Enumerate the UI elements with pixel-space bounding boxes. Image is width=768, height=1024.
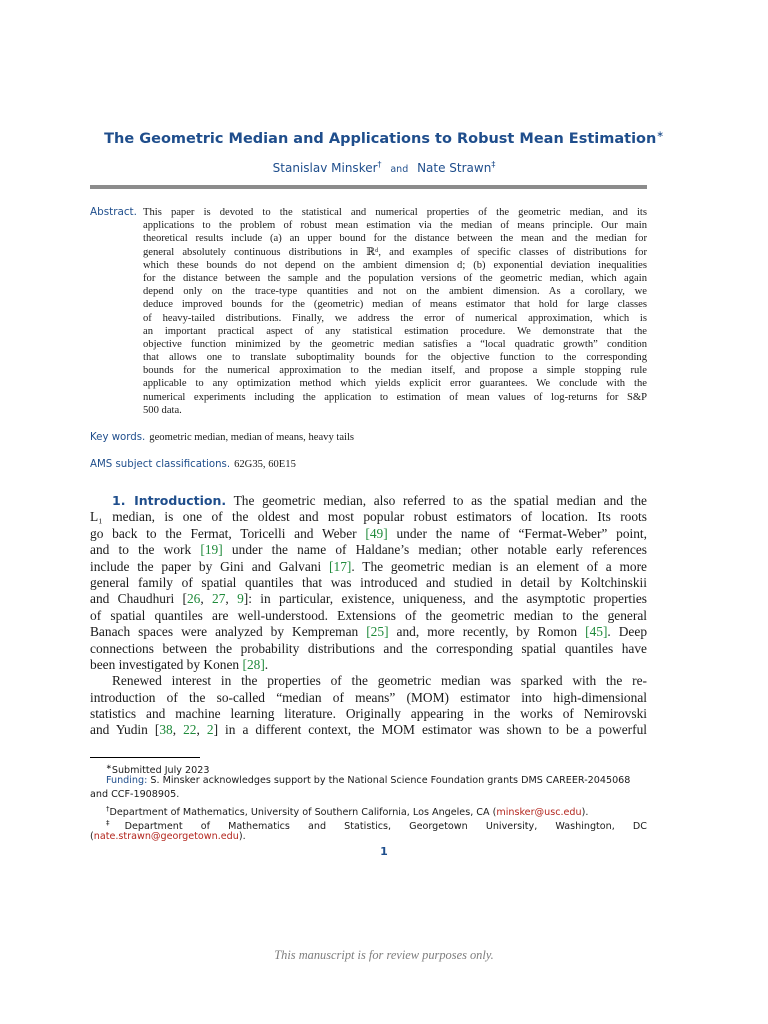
body-line: include the paper by Gini and Galvani [17]. The geometric median is an element of a more [90,558,647,574]
ams-label: AMS subject classifications. [90,459,231,470]
citation-link[interactable]: 2 [206,722,214,738]
body-line: and Chaudhuri [26, 27, 9]: in particular, existence, uniqueness, and the asymptotic properties [90,591,648,607]
abstract-line: depend only on the trace-type quantities and not on the ambient dimension. As a corollary, we [143,286,647,298]
body-line: and Yudin [38, 22, 2] in a different context, the MOM estimator was shown to be a powerful [90,722,647,738]
author-line [0,160,768,175]
body-line: 1. Introduction. The geometric median, also referred to as the spatial median and the [112,493,647,508]
body-line: been investigated by Konen [28]. [90,656,269,672]
footnote-affiliation-strawn: ‡Department of Mathematics and Statistics, Georgetown University, Washington, DC [106,819,648,833]
author-strawn: Nate Strawn [417,161,492,175]
citation-link[interactable]: [28] [242,656,265,672]
keywords-text: geometric median, median of means, heavy tails [149,432,355,443]
author-strawn-mark: ‡ [491,160,496,169]
abstract-line: which these bounds do not depend on the ambient dimension d; (b) exponential deviation inequalities [143,259,647,271]
footnote-affiliation-strawn-cont: (nate.strawn@georgetown.edu). [90,831,246,842]
author-minsker: Stanislav Minsker [272,161,378,175]
funding-label: Funding: [106,775,148,786]
footnote-funding: Funding: S. Minsker acknowledges support by the National Science Foundation grants DMS CAREER-2045068 [106,775,631,786]
body-line: general family of spatial quantiles that was introduced and studied in detail by Koltchinskii [90,574,647,590]
abstract-line: an important practical aspect of any statistical estimation procedure. We demonstrate that the [143,325,647,337]
body-line: go back to the Fermat, Toricelli and Weber [49] under the name of “Fermat-Weber” point, [90,525,647,541]
body-line: and to the work [19] under the name of Haldane’s median; other notable early references [90,542,648,558]
section-heading: 1. Introduction. [112,493,227,508]
citation-link[interactable]: 27 [212,591,226,607]
email-link[interactable]: nate.strawn@georgetown.edu [93,831,239,842]
footnote-affiliation-minsker: †Department of Mathematics, University of Southern California, Los Angeles, CA (minsker@usc.edu). [106,805,589,819]
introduction-section [90,493,647,739]
abstract-line: of heavy-tailed distributions. Finally, we address the error of numerical approximation, which is [143,312,647,324]
abstract-line: applicable to any optimization method which yields explicit error guarantees. We conclude with the [143,378,647,390]
abstract-line: This paper is devoted to the statistical and numerical properties of the geometric median, and its [143,207,647,218]
abstract-line: theoretical results include (a) an upper bound for the distance between the mean and the median for [143,233,647,245]
paper-title: The Geometric Median and Applications to Robust Mean Estimation∗ [104,130,664,147]
abstract-line: applications to the problem of robust mean estimation via the median of means principle. Our main [143,220,647,232]
footnotes [90,760,647,844]
footnote-divider [90,757,200,758]
citation-link[interactable]: 22 [183,722,197,738]
author-and: and [390,164,409,175]
body-line: L₁ median, is one of the oldest and most popular robust estimators of location. Its roots [90,509,647,525]
ams-classifications [90,459,296,470]
body-line: of spatial quantiles are well-understood. Extensions of the geometric median to the general [90,607,647,623]
body-line: Renewed interest in the properties of the geometric median was sparked with the re- [112,673,647,689]
abstract-line: that allows one to translate suboptimality bounds for the objective function to the corresponding [143,352,647,364]
keywords [90,432,354,443]
abstract-line: bounds for the numerical approximation to the median itself, and propose a simple stopping rule [143,365,647,377]
abstract-line: general absolutely continuous distributions in ℝᵈ, and examples of specific classes of distributions for [143,246,647,258]
citation-link[interactable]: [49] [365,525,388,541]
body-line: connections between the probability distributions and the corresponding spatial quantiles have [90,640,647,656]
citation-link[interactable]: [17] [329,558,352,574]
body-line: Banach spaces were analyzed by Kempreman [25] and, more recently, by Romon [45]. Deep [90,624,648,640]
citation-link[interactable]: 38 [159,722,173,738]
citation-link[interactable]: 9 [237,591,244,607]
title-footnote-mark: ∗ [656,130,664,140]
abstract [90,206,647,417]
abstract-line: objective function minimized by the geometric median satisfies a “local quadratic growth” condition [143,338,647,350]
body-line: statistics and machine learning literature. Originally appearing in the works of Nemirovski [90,706,647,722]
abstract-line: for the distance between the sample and the population versions of the geometric median, which again [143,272,647,284]
ams-text: 62G35, 60E15 [234,459,296,470]
keywords-label: Key words. [90,432,146,443]
citation-link[interactable]: [25] [366,624,389,640]
email-link[interactable]: minsker@usc.edu [496,807,582,819]
footnote-funding-cont: and CCF-1908905. [90,789,180,800]
review-watermark: This manuscript is for review purposes only. [274,948,494,962]
citation-link[interactable]: 26 [186,591,201,607]
title-divider [90,185,647,189]
page-number: 1 [380,845,388,858]
author-minsker-mark: † [377,160,382,169]
abstract-line: 500 data. [143,404,182,416]
abstract-line: numerical experiments including the application to estimation of mean values of log-returns for S&P [143,391,647,403]
citation-link[interactable]: [19] [200,542,223,558]
body-line: introduction of the so-called “median of means” (MOM) estimator into high-dimensional [90,689,647,705]
abstract-line: deduce improved bounds for the (geometric) median of means estimator that hold for large classes [143,299,647,311]
footnote-submitted: ∗Submitted July 2023 [106,763,210,777]
abstract-label: Abstract. [90,206,137,218]
citation-link[interactable]: [45] [585,624,608,640]
